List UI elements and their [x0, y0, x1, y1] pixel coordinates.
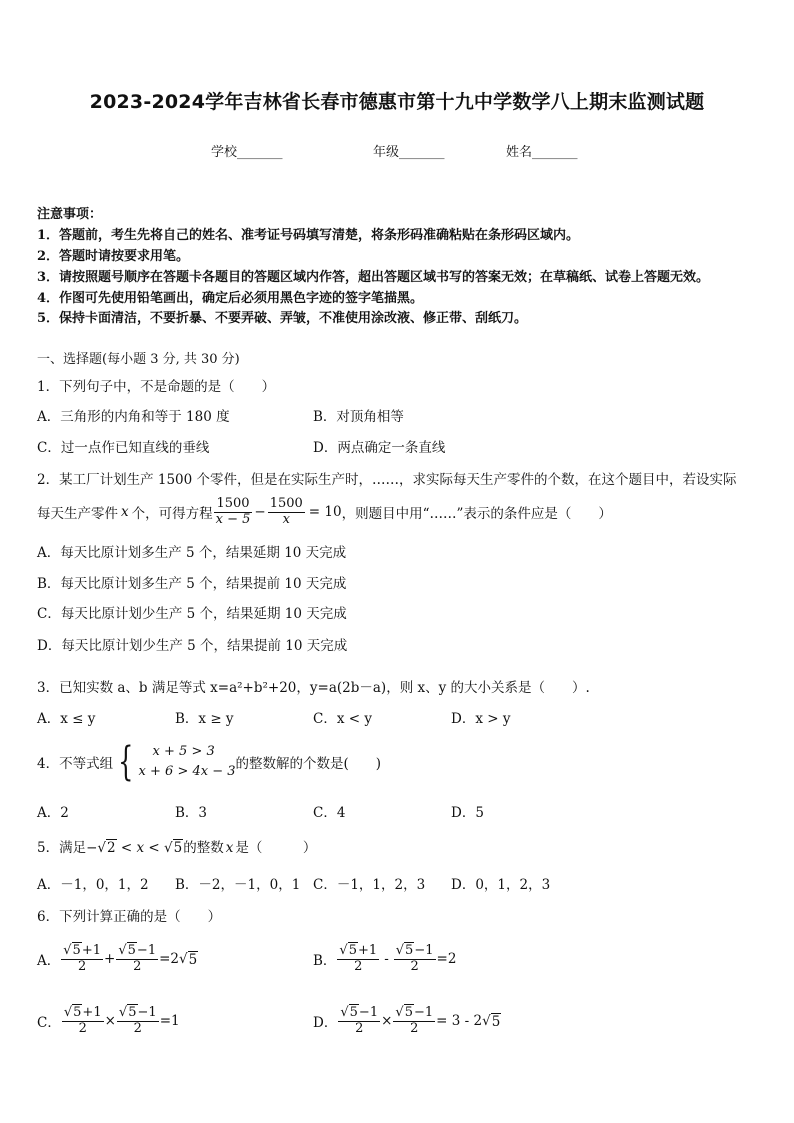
name-field: 姓名_______ [506, 145, 578, 160]
q6-option-a: A． $\frac{√5+1}{2}$ + $\frac{√5-1}{2}$ =2 √ 5 [37, 942, 198, 974]
note-item: 5．保持卡面清洁，不要折暴、不要弄破、弄皱，不准使用涂改液、修正带、刮纸刀。 [37, 311, 528, 326]
q2-fraction-1: $\frac{1500}{x - 5}$ [215, 495, 251, 527]
q5-option-a: A．－1，0，1，2 [37, 877, 149, 893]
school-field: 学校_______ [211, 145, 283, 160]
q1-option-a: A．三角形的内角和等于 180 度 [37, 409, 230, 425]
question-1-stem: 1．下列句子中，不是命题的是（ ） [37, 379, 276, 395]
q5-option-d: D．0，1，2，3 [451, 877, 551, 893]
q5-option-c: C．－1，1，2，3 [313, 877, 426, 893]
q3-option-a: A．x ≤ y [37, 711, 96, 727]
q6-option-d: D． $\frac{√5-1}{2}$ × $\frac{√5-1}{2}$ = 3 - 2 √ 5 [313, 1004, 501, 1036]
q2-option-d: D．每天比原计划少生产 5 个，结果提前 10 天完成 [37, 638, 348, 654]
q2-option-a: A．每天比原计划多生产 5 个，结果延期 10 天完成 [37, 545, 347, 561]
q2-equals: = 10 [308, 504, 342, 520]
question-2-stem: 2．某工厂计划生产 1500 个零件，但是在实际生产时，……，求实际每天生产零件的个数，在这个题目中，若设实际 [37, 472, 737, 488]
q2-text-c: ，则题目中用“……”表示的条件应是（ ） [341, 506, 612, 522]
question-4-stem: 4．不等式组 { x + 5 > 3 x + 6 > 4x − 3 的整数解的个数是( ) [37, 739, 382, 785]
section-heading: 一、选择题(每小题 3 分, 共 30 分) [37, 352, 240, 367]
note-item: 2．答题时请按要求用笔。 [37, 249, 190, 264]
question-5-stem: 5．满足−√2 < x < √5的整数 x 是（ ） [37, 840, 317, 856]
q4-option-d: D．5 [451, 805, 484, 821]
q3-option-b: B．x ≥ y [175, 711, 234, 727]
q4-option-a: A．2 [37, 805, 69, 821]
note-item: 4．作图可先使用铅笔画出，确定后必须用黑色字迹的签字笔描黑。 [37, 291, 424, 306]
q6-option-c: C． $\frac{√5+1}{2}$ × $\frac{√5-1}{2}$ =1 [37, 1004, 180, 1036]
q2-option-c: C．每天比原计划少生产 5 个，结果延期 10 天完成 [37, 606, 347, 622]
q1-option-d: D．两点确定一条直线 [313, 440, 446, 456]
brace-icon: { [118, 739, 134, 785]
q2-text-b: 个，可得方程 [131, 506, 213, 522]
q2-text-a: 每天生产零件 [37, 506, 118, 522]
note-item: 3．请按照题号顺序在答题卡各题目的答题区域内作答，超出答题区域书写的答案无效；在草稿纸、试卷上答题无效。 [37, 270, 710, 285]
q3-option-d: D．x > y [451, 711, 511, 727]
q2-var-x: x [121, 504, 129, 520]
question-3-stem: 3．已知实数 a、b 满足等式 x=a²+b²+20，y=a(2b－a)，则 x、y 的大小关系是（ ）. [37, 680, 590, 696]
question-6-stem: 6．下列计算正确的是（ ） [37, 909, 222, 925]
q1-option-c: C．过一点作已知直线的垂线 [37, 440, 210, 456]
q6-option-b: B． $\frac{√5+1}{2}$ - $\frac{√5-1}{2}$ =2 [313, 942, 457, 974]
q3-option-c: C．x < y [313, 711, 372, 727]
q2-option-b: B．每天比原计划多生产 5 个，结果提前 10 天完成 [37, 576, 347, 592]
notes-heading: 注意事项： [37, 207, 103, 222]
grade-field: 年级_______ [373, 145, 445, 160]
q1-option-b: B．对顶角相等 [313, 409, 404, 425]
question-2-equation-line: 每天生产零件 x 个，可得方程 $\frac{1500}{x - 5}$ − $\frac{1500}{x}$ = 10 ，则题目中用“……”表示的条件应是（ ） [37, 495, 612, 527]
q4-inequality-system: x + 5 > 3 x + 6 > 4x − 3 [138, 744, 236, 779]
note-item: 1．答题前，考生先将自己的姓名、准考证号码填写清楚，将条形码准确粘贴在条形码区域内。 [37, 228, 580, 243]
sqrt-icon: √ [164, 840, 173, 856]
q4-option-c: C．4 [313, 805, 346, 821]
q4-option-b: B．3 [175, 805, 208, 821]
q5-option-b: B．－2，－1，0，1 [175, 877, 301, 893]
sqrt-icon: √ [97, 840, 107, 856]
page-title: 2023-2024学年吉林省长春市德惠市第十九中学数学八上期末监测试题 [89, 91, 705, 113]
q2-fraction-2: $\frac{1500}{x}$ [269, 495, 303, 527]
